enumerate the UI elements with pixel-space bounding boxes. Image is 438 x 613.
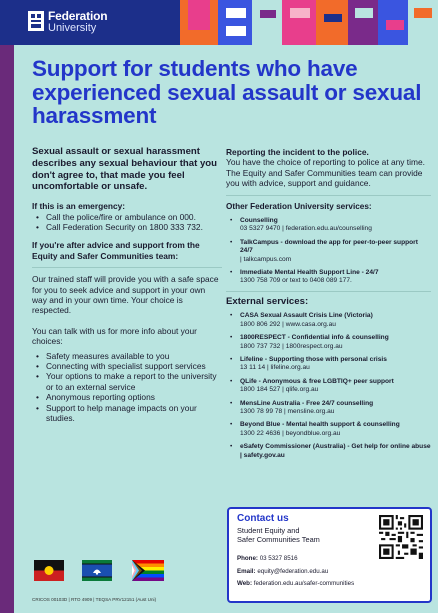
service-name: • Beyond Blue - Mental health support & counselling xyxy=(240,421,400,429)
web-label: Web: xyxy=(237,580,253,587)
contact-email[interactable] xyxy=(237,568,328,576)
service-detail[interactable]: 1300 78 99 78 | mensline.org.au xyxy=(240,407,335,415)
external-services-list xyxy=(226,312,431,460)
service-name: • CASA Sexual Assault Crisis Line (Victoria) xyxy=(240,312,373,320)
phone-label: Phone: xyxy=(237,555,258,562)
torres-strait-flag-icon xyxy=(82,560,112,581)
list-item xyxy=(226,421,431,438)
service-detail[interactable]: 1300 22 4636 | beyondblue.org.au xyxy=(240,429,341,437)
list-item xyxy=(226,239,431,264)
choices-intro: You can talk with us for more info about your choices: xyxy=(32,325,197,347)
email-value: equity@federation.edu.au xyxy=(257,568,329,575)
list-item xyxy=(226,269,431,286)
list-item xyxy=(226,217,431,234)
list-item xyxy=(226,378,431,395)
list-item xyxy=(226,334,431,351)
list-item xyxy=(226,443,431,460)
contact-box xyxy=(227,507,432,603)
contact-phone[interactable] xyxy=(237,555,298,563)
divider xyxy=(226,291,431,292)
header-banner xyxy=(0,0,438,45)
service-detail[interactable]: 1800 184 527 | qlife.org.au xyxy=(240,386,319,394)
other-services-list xyxy=(226,217,431,286)
support-paragraph: Our trained staff will provide you with a safe space for you to seek advice and support in your own way and in your own time. Your choice is respected. xyxy=(32,274,219,316)
main-content xyxy=(14,45,438,613)
list-item xyxy=(226,312,431,329)
divider xyxy=(226,195,431,196)
service-name: • QLife - Anonymous & free LGBTIQ+ peer support xyxy=(240,377,394,385)
list-item: • Call Federation Security on 1800 333 732. xyxy=(32,222,222,232)
logo-name: Federation xyxy=(48,9,108,23)
other-services-heading: Other Federation University services: xyxy=(226,201,372,211)
reporting-heading: Reporting the incident to the police. xyxy=(226,147,369,157)
list-item: • Safety measures available to you xyxy=(32,351,222,361)
list-item: • Connecting with specialist support services xyxy=(32,361,222,371)
intro-text: Sexual assault or sexual harassment describes any sexual behaviour that you don't agree to, that made you feel uncomfortable or unsafe. xyxy=(32,146,218,193)
aboriginal-flag-icon xyxy=(34,560,64,581)
service-name: • TalkCampus - download the app for peer-to-peer support 24/7 xyxy=(240,238,418,255)
right-column xyxy=(226,147,431,465)
service-detail[interactable]: 13 11 14 | lifeline.org.au xyxy=(240,364,310,372)
contact-title: Contact us xyxy=(237,513,289,524)
divider xyxy=(32,267,222,268)
list-item: • Your options to make a report to the university or to an external service xyxy=(32,371,222,392)
email-label: Email: xyxy=(237,568,256,575)
left-column xyxy=(32,146,222,424)
progress-pride-flag-icon xyxy=(132,560,164,581)
service-detail[interactable]: 1800 806 292 | www.casa.org.au xyxy=(240,320,336,328)
footer-accreditation: CRICOS 00103D | RTO 4909 | TEQSA PRV12151 (Aust Uni) xyxy=(32,597,157,602)
contact-team-line2: Safer Communities Team xyxy=(237,535,320,544)
service-name: • MensLine Australia - Free 24/7 counselling xyxy=(240,399,374,407)
qr-code[interactable] xyxy=(379,515,423,559)
advice-heading: If you're after advice and support from the Equity and Safer Communities team: xyxy=(32,240,200,261)
service-detail[interactable]: 03 5327 9470 | federation.edu.au/counselling xyxy=(240,225,372,233)
federation-logo-icon xyxy=(28,11,44,31)
list-item: • Anonymous reporting options xyxy=(32,392,222,402)
contact-team-line1: Student Equity and xyxy=(237,526,300,535)
service-detail[interactable]: | talkcampus.com xyxy=(240,255,292,263)
left-accent-strip xyxy=(0,0,14,613)
service-name: • Counselling xyxy=(240,217,278,225)
service-name[interactable]: • eSafety Commissioner (Australia) - Get help for online abuse | safety.gov.au xyxy=(240,443,431,459)
service-detail[interactable]: 1300 758 709 or text to 0408 089 177. xyxy=(240,277,352,285)
service-detail[interactable]: 1800 737 732 | 1800respect.org.au xyxy=(240,342,343,350)
emergency-heading: If this is an emergency: xyxy=(32,201,126,212)
service-name: • Immediate Mental Health Support Line - 24/7 xyxy=(240,269,379,277)
list-item xyxy=(226,356,431,373)
logo-subname: University xyxy=(48,22,97,34)
contact-team xyxy=(237,526,357,544)
list-item: • Call the police/fire or ambulance on 000. xyxy=(32,212,222,222)
decorative-pattern xyxy=(180,0,438,45)
emergency-section xyxy=(32,201,222,232)
external-services-heading: External services: xyxy=(226,295,309,307)
phone-value: 03 5327 8516 xyxy=(259,555,298,562)
reporting-text: You have the choice of reporting to police at any time. The Equity and Safer Communities team can provide you with advice, support and guidance. xyxy=(226,157,425,189)
choices-list xyxy=(32,351,222,424)
web-value: federation.edu.au/safer-communities xyxy=(253,580,355,587)
list-item xyxy=(226,400,431,417)
service-name: • Lifeline - Supporting those with personal crisis xyxy=(240,355,387,363)
emergency-list xyxy=(32,212,222,233)
service-name: • 1800RESPECT - Confidential info & counselling xyxy=(240,334,389,342)
contact-web[interactable] xyxy=(237,580,354,588)
page-title: Support for students who have experienced sexual assault or sexual harassment xyxy=(32,56,422,128)
list-item: • Support to help manage impacts on your studies. xyxy=(32,403,222,424)
